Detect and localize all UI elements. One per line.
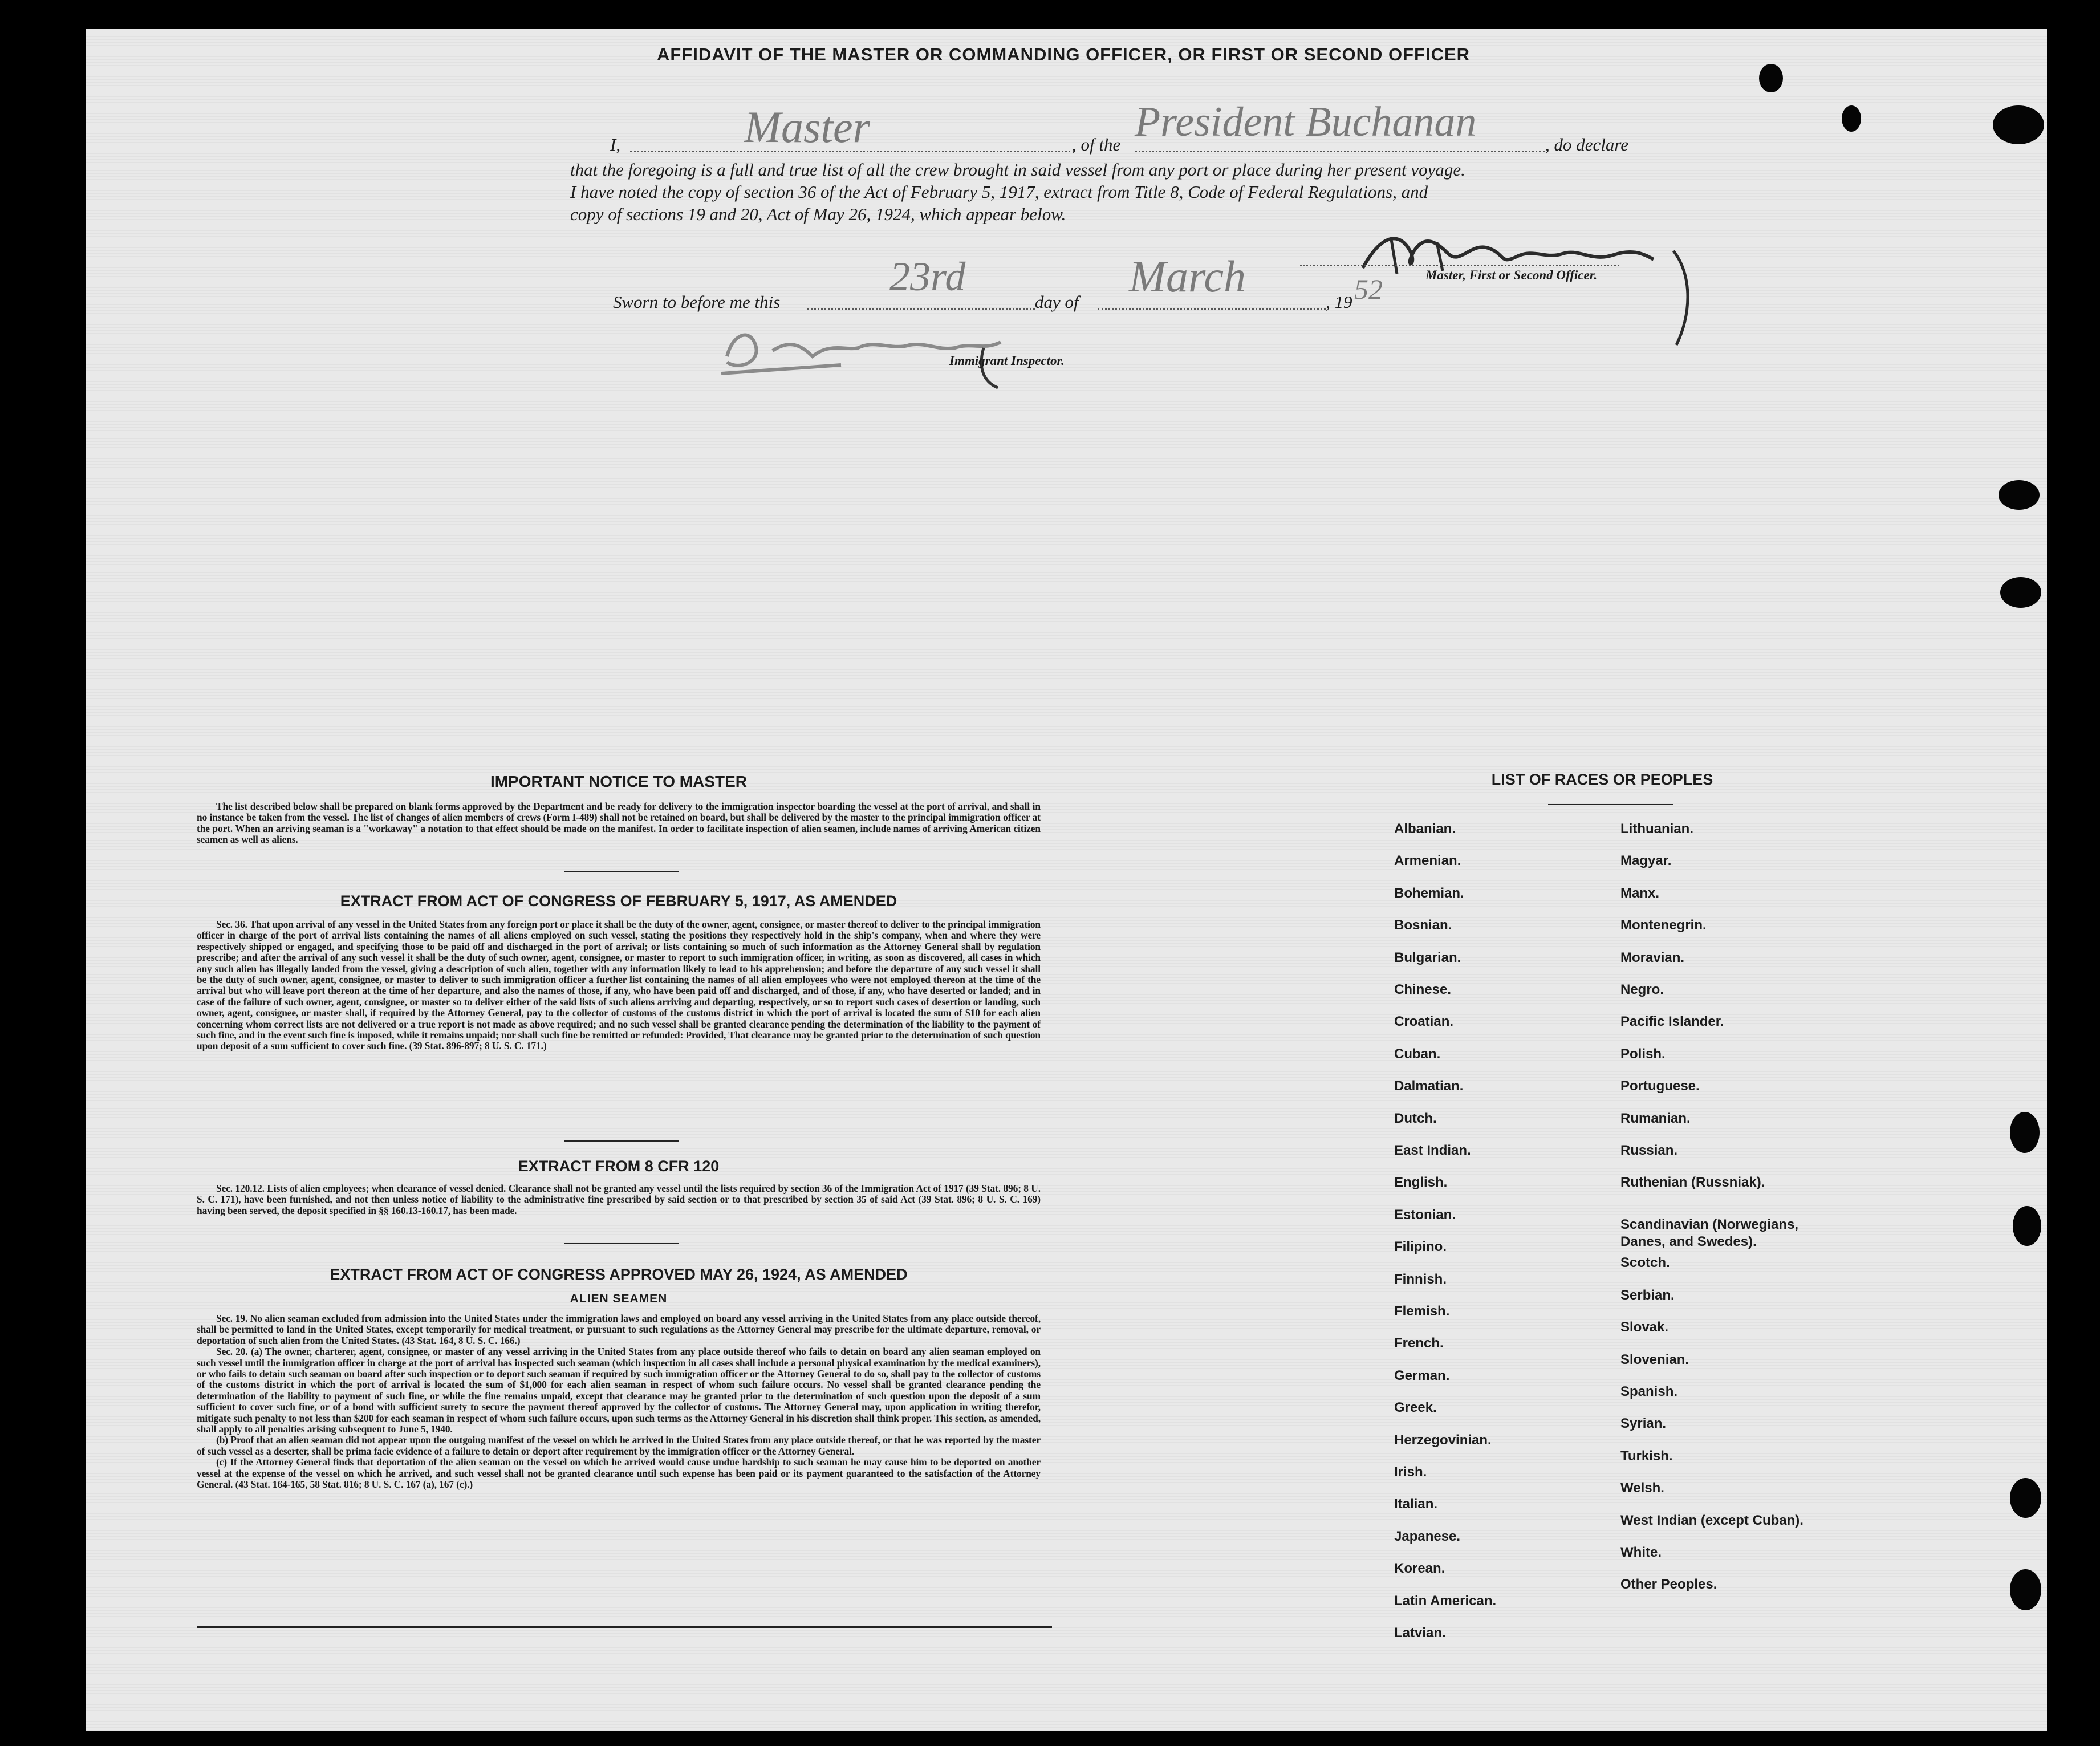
section-divider <box>564 871 679 872</box>
affidavit-i-label: I, <box>610 135 621 155</box>
race-item: East Indian. <box>1394 1143 1471 1158</box>
notice-paragraph: The list described below shall be prepared on blank forms approved by the Department and be ready for delivery to the immigration inspector boarding the vessel at the port of arrival, and shall in no instance be taken from the vessel. The list of changes of alien members of crews (Form I-489) shall not be retained on board, but shall be delivered by the master to the principal immigration officer at the port. When an arriving seaman is a "workaway" a notation to that effect should be made on the manifest. In order to facilitate inspection of alien seamen, include names of arriving American citizen seamen as well as aliens. <box>197 801 1041 846</box>
year-prefix: , 19 <box>1326 292 1352 312</box>
extract-cfr-paragraph: Sec. 120.12. Lists of alien employees; when clearance of vessel denied. Clearance shall not be granted any vessel until the lists required by section 36 of the Immigration Act of 1917 (39 Stat. 896; 8 U. S. C. 171), have been furnished, and not then unless notice of liability to the administrative fine prescribed by said section or to that prescribed by section 35 of said Act (39 Stat. 896; 8 U. S. C. 169) having been served, the deposit specified in §§ 160.13-160.17, has been made. <box>197 1183 1041 1216</box>
master-handwriting: Master <box>744 102 870 152</box>
race-item: Polish. <box>1620 1046 1666 1062</box>
vessel-handwriting: President Buchanan <box>1135 99 1477 145</box>
affidavit-title: AFFIDAVIT OF THE MASTER OR COMMANDING OFFICER, OR FIRST OR SECOND OFFICER <box>656 44 1471 64</box>
race-item: Manx. <box>1620 885 1660 901</box>
sworn-label: Sworn to before me this <box>613 292 781 312</box>
race-item: Irish. <box>1394 1464 1427 1480</box>
race-item: Bosnian. <box>1394 917 1452 933</box>
extract-1917-text <box>197 919 1041 1052</box>
extract-1917-heading: EXTRACT FROM ACT OF CONGRESS OF FEBRUARY 5, 1917, AS AMENDED <box>340 892 897 909</box>
section-divider <box>1548 804 1673 805</box>
bottom-rule <box>197 1626 1052 1628</box>
race-item: German. <box>1394 1367 1450 1383</box>
race-item: Welsh. <box>1620 1480 1664 1496</box>
month-handwriting: March <box>1129 251 1246 301</box>
race-item: Armenian. <box>1394 853 1461 869</box>
race-item: Dutch. <box>1394 1110 1437 1126</box>
master-signature <box>1357 225 1699 348</box>
race-item: Syrian. <box>1620 1416 1667 1432</box>
race-item: Scotch. <box>1620 1255 1670 1271</box>
race-item: Bulgarian. <box>1394 949 1461 965</box>
year-handwriting: 52 <box>1354 273 1383 305</box>
race-item: Chinese. <box>1394 982 1452 997</box>
punch-hole <box>1993 105 2044 144</box>
race-item: Cuban. <box>1394 1046 1441 1062</box>
race-item: Moravian. <box>1620 949 1685 965</box>
day-of-label: day of <box>1035 292 1079 312</box>
extract-1924-heading: EXTRACT FROM ACT OF CONGRESS APPROVED MAY 26, 1924, AS AMENDED <box>330 1266 908 1283</box>
section-divider <box>564 1140 679 1142</box>
master-officer-label: Master, First or Second Officer. <box>1425 268 1598 282</box>
race-item: Negro. <box>1620 982 1664 997</box>
race-item: French. <box>1394 1335 1444 1351</box>
race-item: Lithuanian. <box>1620 821 1693 837</box>
race-item: Slovenian. <box>1620 1351 1689 1367</box>
race-item: Ruthenian (Russniak). <box>1620 1175 1765 1191</box>
sec-20c-paragraph: (c) If the Attorney General finds that deportation of the alien seaman on the vessel on which he arrived would cause undue hardship to such seaman he may cause him to be deported on another vessel at the expense of the vessel on which he arrived, and such vessel shall not be granted clearance until such expense has been paid or its payment guaranteed to the satisfaction of the Attorney General. (43 Stat. 164-165, 58 Stat. 816; 8 U. S. C. 167 (a), 167 (c).) <box>197 1456 1041 1491</box>
race-item: Slovak. <box>1620 1319 1669 1335</box>
race-item: Croatian. <box>1394 1014 1454 1030</box>
race-item: Dalmatian. <box>1394 1078 1464 1094</box>
race-item: Serbian. <box>1620 1287 1675 1303</box>
sec-20b-paragraph: (b) Proof that an alien seaman did not appear upon the outgoing manifest of the vessel on which he arrived in the United States from any place outside thereof, or that he was reported by the master of such vessel as a deserter, shall be prima facie evidence of a failure to detain or deport after requirement by the immigration officer or the Attorney General. <box>197 1434 1041 1457</box>
race-item: White. <box>1620 1545 1662 1560</box>
dotted-line <box>1135 148 1545 152</box>
race-item: Albanian. <box>1394 821 1456 837</box>
day-handwriting: 23rd <box>889 254 966 299</box>
affidavit-line-3: I have noted the copy of section 36 of the Act of February 5, 1917, extract from Title 8, Code of Federal Regulations, and <box>570 182 1428 202</box>
alien-seamen-subheading: ALIEN SEAMEN <box>570 1292 668 1305</box>
race-item: Montenegrin. <box>1620 917 1707 933</box>
race-item: Estonian. <box>1394 1207 1456 1223</box>
race-item: Herzegovinian. <box>1394 1432 1492 1448</box>
inspector-label: Immigrant Inspector. <box>949 354 1065 368</box>
section-divider <box>564 1243 679 1244</box>
extract-1917-paragraph: Sec. 36. That upon arrival of any vessel in the United States from any foreign port or place it shall be the duty of the owner, agent, consignee, or master thereof to deliver to the principal immigration officer in charge of the port of arrival lists containing the names of all aliens employed on such vessel, stating the positions they respectively hold in the ship's company, when and where they were respectively shipped or engaged, and specifying those to be paid off and discharged in the port of arrival; or lists containing so much of such information as the Attorney General shall by regulation prescribe; and after the arrival of any such vessel it shall be the duty of such owner, agent, consignee, or master to report to such immigration officer, in writing, as soon as discovered, all cases in which any such alien has illegally landed from the vessel, giving a description of such alien, together with any information likely to lead to his apprehension; and before the departure of any such vessel it shall be the duty of such owner, agent, consignee, or master to deliver to such immigration officer a further list containing the names of all alien employees who were not employed thereon at the time of the arrival but who will leave port thereon at the time of her departure, and also the names of those, if any, who have been paid off and discharged, and of those, if any, who have deserted or landed; and in case of the failure of such owner, agent, consignee, or master so to deliver either of the said lists of such aliens arriving and departing, respectively, or so to report such cases of desertion or landing, such owner, agent, consignee, or master shall, if required by the Attorney General, pay to the collector of customs of the customs district in which the port of arrival is located the sum of $10 for each alien concerning whom correct lists are not delivered or a true report is not made as above required; and no such vessel shall be granted clearance pending the determination of the liability to the payment of such fine, and in the event such fine is imposed, while it remains unpaid; nor shall such fine be remitted or refunded: Provided, That clearance may be granted prior to the determination of such question upon deposit of a sum sufficient to cover such fine. (39 Stat. 896-897; 8 U. S. C. 171.) <box>197 919 1041 1052</box>
punch-hole <box>2013 1206 2041 1246</box>
sec-20a-paragraph: Sec. 20. (a) The owner, charterer, agent, consignee, or master of any vessel arriving in the United States from any place outside thereof who fails to detain on board any alien seaman employed on such vessel until the immigration officer in charge at the port of arrival has inspected such seaman (which inspection in all cases shall include a personal physical examination by the medical examiners), or who fails to detain such seaman on board after such inspection or to deport such seaman if required by such immigration officer or the Attorney General to do so, shall pay to the collector of customs of the customs district in which the port of arrival is located the sum of $1,000 for each alien seaman in respect of whom such failure occurs. No vessel shall be granted clearance pending the determination of the liability to payment of such fine, or while the fine remains unpaid, except that clearance may be granted prior to the determination of such question upon the deposit of a sum sufficient to cover such fine, or of a bond with sufficient surety to secure the payment thereof approved by the collector of customs. The Attorney General may, upon application in writing therefor, mitigate such penalty to not less than $200 for each seaman in respect of whom such failure occurs, upon such terms as the Attorney General in his discretion shall think proper. This section, as amended, shall apply to all penalties arising subsequent to June 5, 1940. <box>197 1346 1041 1435</box>
race-item: Korean. <box>1394 1561 1445 1577</box>
punch-hole <box>1842 105 1861 132</box>
race-item: Other Peoples. <box>1620 1577 1717 1593</box>
dotted-line <box>807 306 1035 310</box>
race-item: Greek. <box>1394 1400 1437 1416</box>
race-item: Russian. <box>1620 1143 1678 1158</box>
race-item: Japanese. <box>1394 1528 1461 1544</box>
punch-hole <box>2000 577 2041 608</box>
race-item: Flemish. <box>1394 1304 1450 1319</box>
race-item: Latvian. <box>1394 1625 1446 1641</box>
extract-cfr-heading: EXTRACT FROM 8 CFR 120 <box>518 1158 720 1175</box>
race-item: Turkish. <box>1620 1448 1673 1464</box>
races-heading: LIST OF RACES OR PEOPLES <box>1491 771 1713 788</box>
race-item: Scandinavian (Norwegians, Danes, and Swedes). <box>1620 1216 1799 1249</box>
race-item: Filipino. <box>1394 1239 1447 1255</box>
affidavit-line-2: that the foregoing is a full and true list of all the crew brought in said vessel from any port or place during her present voyage. <box>570 160 1465 180</box>
extract-1924-text <box>197 1313 1041 1491</box>
notice-heading: IMPORTANT NOTICE TO MASTER <box>490 773 748 790</box>
race-item: Bohemian. <box>1394 885 1464 901</box>
punch-hole <box>2010 1112 2040 1153</box>
declare-label: , do declare <box>1545 135 1629 155</box>
race-item: Latin American. <box>1394 1593 1497 1609</box>
affidavit-line-4: copy of sections 19 and 20, Act of May 26, 1924, which appear below. <box>570 204 1066 224</box>
punch-hole <box>2010 1569 2041 1610</box>
extract-cfr-text <box>197 1183 1041 1216</box>
race-item: Italian. <box>1394 1496 1438 1512</box>
punch-hole <box>1759 64 1783 92</box>
punch-hole <box>1999 480 2040 510</box>
dotted-line <box>1300 262 1619 266</box>
race-item: Pacific Islander. <box>1620 1014 1724 1030</box>
sec-19-paragraph: Sec. 19. No alien seaman excluded from admission into the United States under the immigration laws and employed on board any vessel arriving in the United States from any place outside thereof, shall be permitted to land in the United States, except temporarily for medical treatment, or pursuant to such regulations as the Attorney General may prescribe for the ultimate departure, removal, or deportation of such alien from the United States. (43 Stat. 164, 8 U. S. C. 166.) <box>197 1313 1041 1346</box>
race-item: Finnish. <box>1394 1271 1447 1287</box>
race-item: West Indian (except Cuban). <box>1620 1512 1804 1528</box>
race-item: Rumanian. <box>1620 1110 1691 1126</box>
race-item: English. <box>1394 1175 1448 1191</box>
notice-text <box>197 801 1041 846</box>
race-item: Magyar. <box>1620 853 1672 869</box>
race-item: Spanish. <box>1620 1384 1678 1399</box>
race-item: Portuguese. <box>1620 1078 1700 1094</box>
of-the-label: , of the <box>1072 135 1121 155</box>
punch-hole <box>2010 1478 2041 1518</box>
dotted-line <box>1098 306 1326 310</box>
